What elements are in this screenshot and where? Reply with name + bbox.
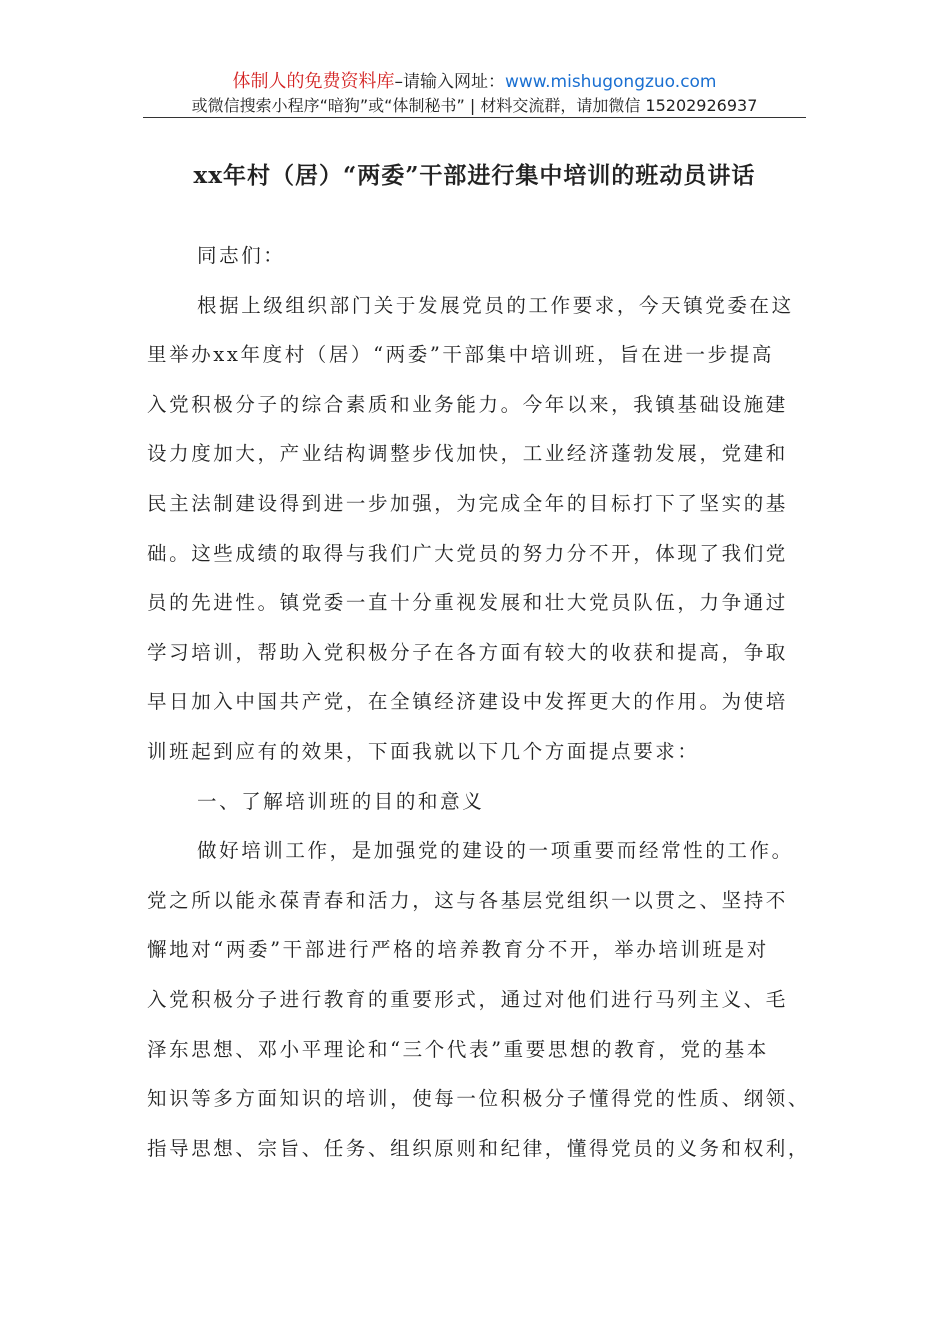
paragraph-line: 民主法制建设得到进一步加强，为完成全年的目标打下了坚实的基: [147, 491, 788, 515]
paragraph-line: 根据上级组织部门关于发展党员的工作要求，今天镇党委在这: [197, 293, 794, 317]
header-line-1: [143, 70, 806, 94]
paragraph-line: 党之所以能永葆青春和活力，这与各基层党组织一以贯之、坚持不: [147, 888, 788, 912]
section-heading: 一、了解培训班的目的和意义: [197, 789, 485, 813]
paragraph-line: 学习培训，帮助入党积极分子在各方面有较大的收获和提高，争取: [147, 640, 788, 664]
header-line-2: 或微信搜索小程序“暗狗”或“体制秘书” | 材料交流群，请加微信 15202926937: [191, 96, 758, 115]
paragraph-line: 里举办xx年度村（居）“两委”干部集中培训班，旨在进一步提高: [147, 343, 774, 367]
document-title: xx年村（居）“两委”干部进行集中培训的班动员讲话: [193, 162, 756, 189]
header-url-link[interactable]: www.mishugongzuo.com: [504, 72, 717, 92]
paragraph-line: 入党积极分子进行教育的重要形式，通过对他们进行马列主义、毛: [147, 987, 788, 1011]
paragraph-line: 做好培训工作，是加强党的建设的一项重要而经常性的工作。: [197, 839, 794, 863]
salutation: 同志们：: [197, 244, 286, 267]
paragraph-line: 指导思想、宗旨、任务、组织原则和纪律，懂得党员的义务和权利，: [147, 1136, 811, 1160]
paragraph-line: 入党积极分子的综合素质和业务能力。今年以来，我镇基础设施建: [147, 392, 788, 416]
paragraph-line: 知识等多方面知识的培训，使每一位积极分子懂得党的性质、纲领、: [147, 1087, 811, 1111]
document-body: [147, 231, 810, 1173]
paragraph-line: 础。这些成绩的取得与我们广大党员的努力分不开，体现了我们党: [147, 541, 788, 565]
paragraph-line: 设力度加大，产业结构调整步伐加快，工业经济蓬勃发展，党建和: [147, 442, 788, 466]
header-divider: [143, 117, 806, 118]
paragraph-line: 员的先进性。镇党委一直十分重视发展和壮大党员队伍，力争通过: [147, 591, 788, 615]
paragraph-line: 懈地对“两委”干部进行严格的培养教育分不开，举办培训班是对: [147, 938, 769, 962]
paragraph-line: 早日加入中国共产党，在全镇经济建设中发挥更大的作用。为使培: [147, 690, 788, 714]
header-prompt: –请输入网址：: [394, 72, 505, 92]
watermark-header: [143, 70, 806, 118]
paragraph-line: 泽东思想、邓小平理论和“三个代表”重要思想的教育，党的基本: [147, 1037, 769, 1061]
header-brand: 体制人的免费资料库: [232, 71, 395, 92]
paragraph-line: 训班起到应有的效果，下面我就以下几个方面提点要求：: [147, 739, 700, 763]
